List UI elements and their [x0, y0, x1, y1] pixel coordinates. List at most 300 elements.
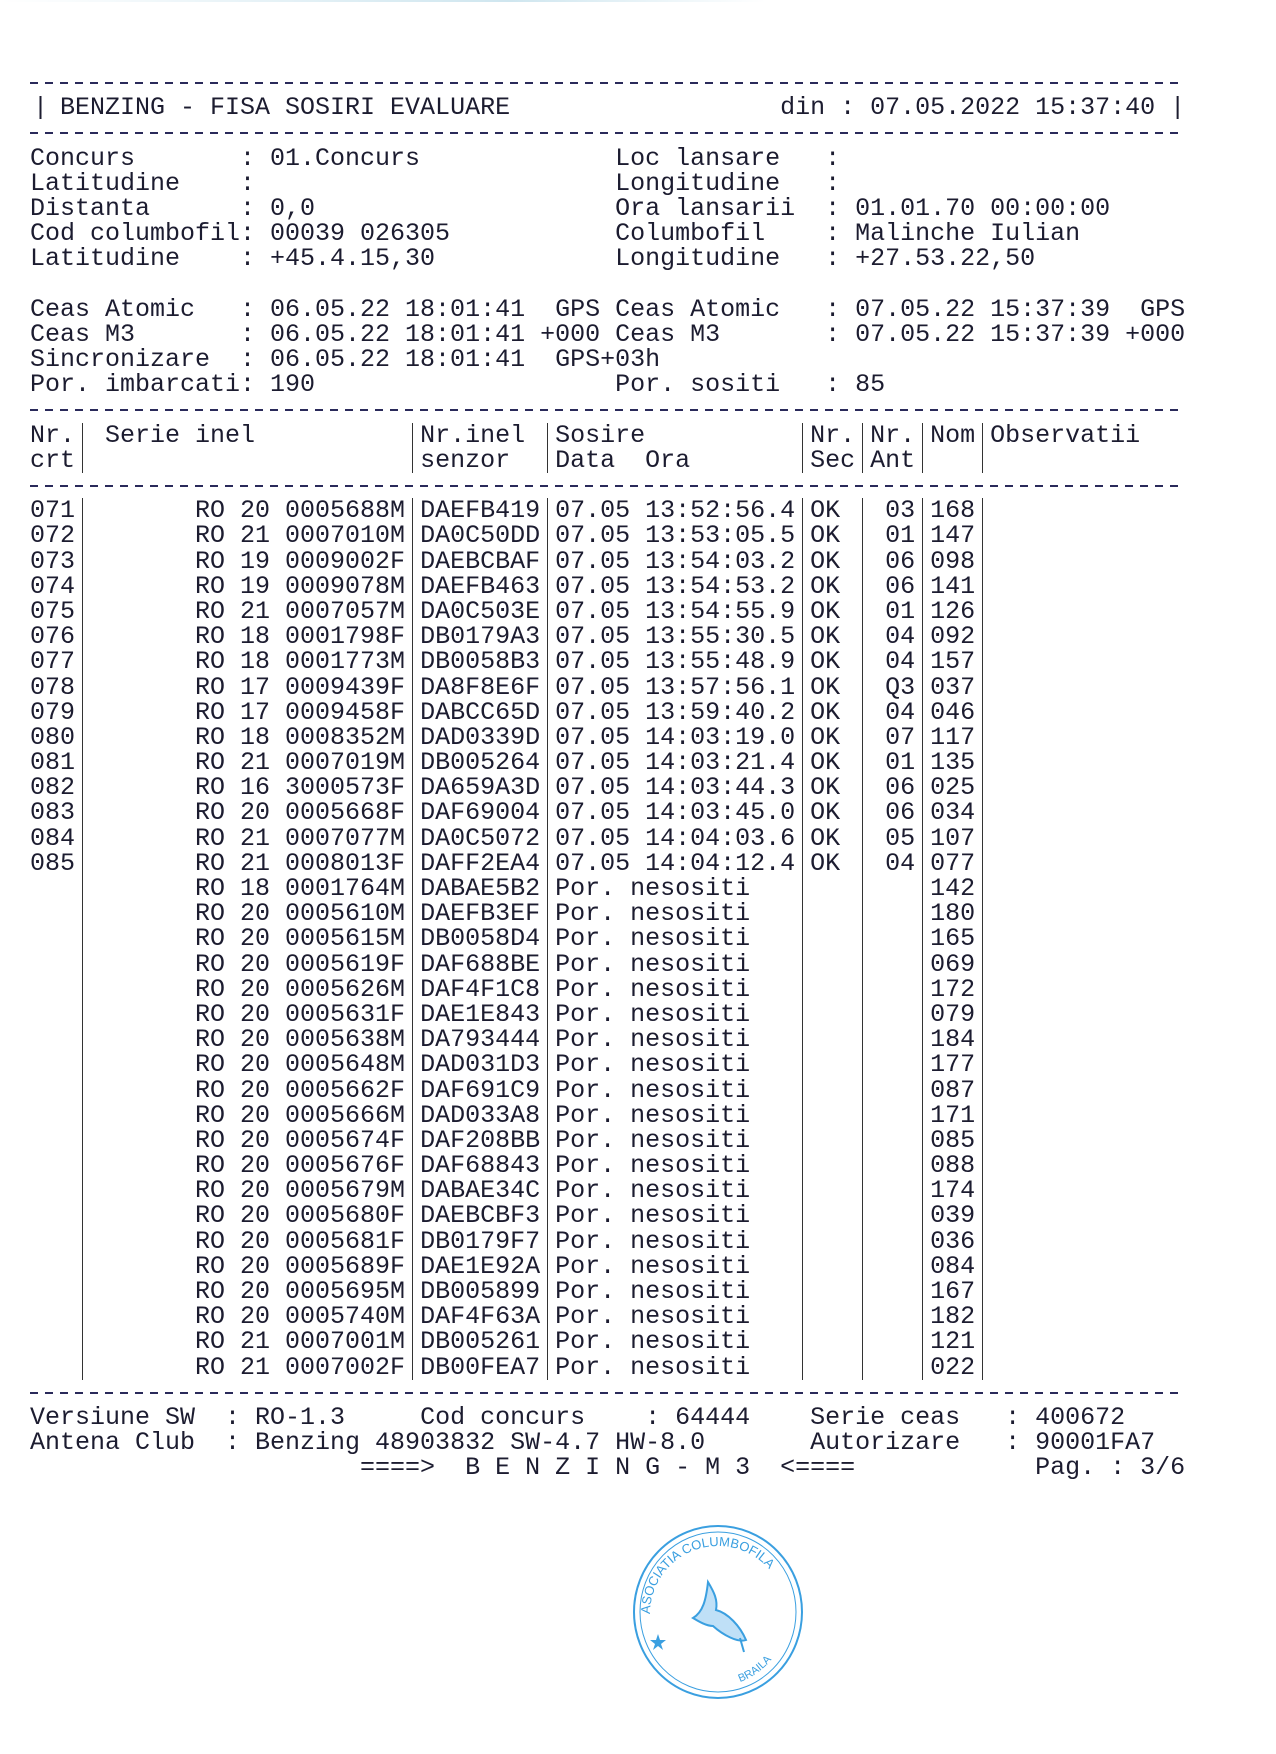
- colon: :: [240, 143, 256, 173]
- ring-series: RO 20 0005648M: [195, 1050, 406, 1080]
- ceas-atomic-suffix: GPS: [555, 294, 601, 324]
- arrival-row: [30, 571, 1200, 601]
- sensor-ring: DABAE5B2: [420, 874, 541, 903]
- sector-number: 06: [885, 546, 916, 576]
- ring-series: RO 16 3000573F: [195, 773, 406, 803]
- ceas-atomic-label: Ceas Atomic: [30, 294, 196, 324]
- arrival-time: 07.05 13:55:48.9: [555, 647, 796, 677]
- info-row: [30, 219, 1200, 249]
- sensor-ring: DB005264: [420, 748, 541, 778]
- ceas-m3-value: 06.05.22 18:01:41: [270, 319, 526, 349]
- ceas-atomic-value: 07.05.22 15:37:39: [855, 294, 1111, 324]
- footer-row: [30, 1428, 1200, 1458]
- antena-value: Benzing 48903832 SW-4.7 HW-8.0: [255, 1428, 706, 1458]
- sector-number: 04: [885, 848, 916, 878]
- header-sec-2: Sec: [810, 445, 856, 475]
- header-nr: Nr.: [30, 420, 76, 450]
- arrival-row: [30, 672, 1200, 702]
- nom-number: 079: [930, 999, 976, 1029]
- crt-number: 072: [30, 521, 76, 551]
- missing-row: [30, 1125, 1200, 1155]
- versiune-value: RO-1.3: [255, 1402, 346, 1432]
- ring-series: RO 20 0005688M: [195, 496, 406, 526]
- status-ok: OK: [810, 697, 841, 727]
- nom-number: 098: [930, 546, 976, 576]
- missing-row: [30, 1352, 1200, 1382]
- sensor-ring: DAF68843: [420, 1151, 541, 1181]
- ring-series: RO 20 0005662F: [195, 1075, 406, 1105]
- sector-number: 05: [885, 823, 916, 853]
- colon: :: [825, 143, 841, 173]
- status-ok: OK: [810, 571, 841, 601]
- colon: :: [1005, 1428, 1021, 1458]
- missing-row: [30, 1151, 1200, 1181]
- sositi-value: 85: [855, 370, 886, 400]
- sensor-ring: DAF4F1C8: [420, 974, 541, 1004]
- status-ok: OK: [810, 596, 841, 626]
- distanta-value: 0,0: [270, 193, 316, 223]
- column-rule: [547, 498, 549, 1380]
- association-stamp: [628, 1522, 808, 1702]
- nom-number: 039: [930, 1201, 976, 1231]
- nom-number: 034: [930, 798, 976, 828]
- crt-number: 073: [30, 546, 76, 576]
- status-ok: OK: [810, 521, 841, 551]
- cod-columbofil-value: 00039 026305: [270, 219, 451, 249]
- missing-row: [30, 1100, 1200, 1130]
- crt-number: 081: [30, 748, 76, 778]
- arrival-time: Por. nesositi: [555, 1100, 751, 1130]
- sensor-ring: DABAE34C: [420, 1176, 541, 1206]
- arrival-time: Por. nesositi: [555, 974, 751, 1004]
- info-row: [30, 193, 1200, 223]
- column-rule: [862, 423, 864, 473]
- colon: :: [1005, 1402, 1021, 1432]
- arrival-time: Por. nesositi: [555, 1277, 751, 1306]
- latitudine-value: +45.4.15,30: [270, 244, 436, 274]
- ring-series: RO 20 0005674F: [195, 1125, 406, 1155]
- arrival-time: Por. nesositi: [555, 1050, 751, 1080]
- arrival-time: Por. nesositi: [555, 874, 751, 903]
- status-ok: OK: [810, 496, 841, 526]
- frame-bar: |: [33, 93, 49, 123]
- ring-series: RO 17 0009458F: [195, 697, 406, 727]
- nom-number: 037: [930, 672, 976, 702]
- divider: [30, 473, 1200, 498]
- longitudine-value: +27.53.22,50: [855, 244, 1036, 274]
- colon: :: [240, 193, 256, 223]
- sector-number: 06: [885, 773, 916, 803]
- blank-line: [30, 272, 1200, 297]
- latitudine-label: Latitudine: [30, 168, 181, 198]
- ring-series: RO 18 0008352M: [195, 722, 406, 752]
- nom-number: 171: [930, 1100, 976, 1130]
- sensor-ring: DA0C50DD: [420, 521, 541, 551]
- ring-series: RO 20 0005610M: [195, 899, 406, 929]
- clock-row: [30, 345, 1200, 375]
- latitudine-label: Latitudine: [30, 244, 181, 274]
- sector-number: 01: [885, 596, 916, 626]
- ring-series: RO 21 0007010M: [195, 521, 406, 551]
- header-sosire: Sosire: [555, 420, 646, 450]
- ring-series: RO 20 0005626M: [195, 974, 406, 1004]
- missing-row: [30, 1226, 1200, 1256]
- nom-number: 084: [930, 1251, 976, 1281]
- arrival-time: Por. nesositi: [555, 1125, 751, 1155]
- arrival-time: Por. nesositi: [555, 1151, 751, 1181]
- missing-row: [30, 1050, 1200, 1080]
- missing-row: [30, 1075, 1200, 1105]
- nom-number: 087: [930, 1075, 976, 1105]
- arrow-right: <====: [780, 1453, 856, 1483]
- crt-number: 078: [30, 672, 76, 702]
- arrival-time: Por. nesositi: [555, 1302, 751, 1332]
- sector-number: Q3: [885, 672, 916, 702]
- arrival-time: Por. nesositi: [555, 999, 751, 1029]
- arrival-row: [30, 546, 1200, 576]
- column-rule: [922, 498, 924, 1380]
- crt-number: 084: [30, 823, 76, 853]
- ring-series: RO 18 0001764M: [195, 874, 406, 903]
- missing-row: [30, 949, 1200, 979]
- column-rule: [802, 423, 804, 473]
- ring-series: RO 21 0008013F: [195, 848, 406, 878]
- nom-number: 069: [930, 949, 976, 979]
- column-rule: [412, 423, 414, 473]
- ring-series: RO 21 0007002F: [195, 1352, 406, 1382]
- header-crt: crt: [30, 445, 76, 475]
- autorizare-label: Autorizare: [810, 1428, 961, 1458]
- arrival-time: 07.05 13:54:03.2: [555, 546, 796, 576]
- header-sec: Nr.: [810, 420, 856, 450]
- sositi-label: Por. sositi: [615, 370, 781, 400]
- autorizare-value: 90001FA7: [1035, 1428, 1156, 1458]
- missing-row: [30, 974, 1200, 1004]
- footer-row: [30, 1453, 1200, 1483]
- arrow-left: ====>: [360, 1453, 436, 1483]
- ring-series: RO 18 0001798F: [195, 622, 406, 652]
- star-icon: [650, 1634, 666, 1650]
- arrival-row: [30, 748, 1200, 778]
- status-ok: OK: [810, 722, 841, 752]
- colon: :: [225, 1402, 241, 1432]
- sensor-ring: DAF69004: [420, 798, 541, 828]
- sensor-ring: DB0058D4: [420, 924, 541, 954]
- ring-series: RO 20 0005695M: [195, 1277, 406, 1306]
- ring-series: RO 20 0005689F: [195, 1251, 406, 1281]
- nom-number: 172: [930, 974, 976, 1004]
- column-rule: [982, 498, 984, 1380]
- columbofil-value: Malinche Iulian: [855, 219, 1081, 249]
- status-ok: OK: [810, 622, 841, 652]
- sensor-ring: DAEFB463: [420, 571, 541, 601]
- arrival-row: [30, 596, 1200, 626]
- column-rule: [412, 498, 414, 1380]
- distanta-label: Distanta: [30, 193, 151, 223]
- loc-lansare-label: Loc lansare: [615, 143, 781, 173]
- longitudine-label: Longitudine: [615, 244, 781, 274]
- crt-number: 077: [30, 647, 76, 677]
- nom-number: 141: [930, 571, 976, 601]
- colon: :: [825, 244, 841, 274]
- ring-series: RO 21 0007077M: [195, 823, 406, 853]
- sensor-ring: DA8F8E6F: [420, 672, 541, 702]
- colon: :: [225, 1428, 241, 1458]
- arrival-time: 07.05 13:57:56.1: [555, 672, 796, 702]
- brand-banner: B E N Z I N G - M 3: [465, 1453, 751, 1483]
- column-rule: [982, 423, 984, 473]
- missing-row: [30, 1279, 1200, 1304]
- arrival-time: Por. nesositi: [555, 1201, 751, 1231]
- sincronizare-suffix: GPS+03h: [555, 345, 661, 375]
- din-label: din: [780, 93, 826, 123]
- ring-series: RO 20 0005615M: [195, 924, 406, 954]
- nom-number: 046: [930, 697, 976, 727]
- header-senzor-2: senzor: [420, 445, 511, 475]
- header-serie: Serie inel: [105, 420, 256, 450]
- nom-number: 142: [930, 874, 976, 903]
- sector-number: 06: [885, 571, 916, 601]
- status-ok: OK: [810, 773, 841, 803]
- colon: :: [240, 244, 256, 274]
- arrival-row: [30, 823, 1200, 853]
- arrival-row: [30, 773, 1200, 803]
- missing-row: [30, 876, 1200, 901]
- report-datetime: 07.05.2022 15:37:40: [870, 93, 1156, 123]
- nom-number: 184: [930, 1025, 976, 1055]
- header-data-ora: Data Ora: [555, 445, 691, 475]
- crt-number: 074: [30, 571, 76, 601]
- sector-number: 04: [885, 622, 916, 652]
- imbarcati-label: Por. imbarcati: [30, 370, 241, 400]
- sensor-ring: DA0C503E: [420, 596, 541, 626]
- sensor-ring: DABCC65D: [420, 697, 541, 727]
- divider: [30, 70, 1200, 95]
- arrival-time: 07.05 13:52:56.4: [555, 496, 796, 526]
- ring-series: RO 19 0009078M: [195, 571, 406, 601]
- sensor-ring: DA0C5072: [420, 823, 541, 853]
- ring-series: RO 20 0005679M: [195, 1176, 406, 1206]
- sincronizare-label: Sincronizare: [30, 345, 211, 375]
- sensor-ring: DAEBCBAF: [420, 546, 541, 576]
- nom-number: 121: [930, 1327, 976, 1357]
- sensor-ring: DA659A3D: [420, 773, 541, 803]
- ceas-m3-label: Ceas M3: [615, 319, 721, 349]
- status-ok: OK: [810, 848, 841, 878]
- status-ok: OK: [810, 647, 841, 677]
- sensor-ring: DAEFB419: [420, 496, 541, 526]
- serie-ceas-label: Serie ceas: [810, 1402, 961, 1432]
- column-rule: [862, 498, 864, 1380]
- sincronizare-value: 06.05.22 18:01:41: [270, 345, 526, 375]
- sensor-ring: DAF4F63A: [420, 1302, 541, 1332]
- ring-series: RO 21 0007001M: [195, 1327, 406, 1357]
- ring-series: RO 21 0007057M: [195, 596, 406, 626]
- column-rule: [547, 423, 549, 473]
- header-observatii: Observatii: [990, 420, 1141, 450]
- nom-number: 180: [930, 899, 976, 929]
- header-nom: Nom: [930, 420, 976, 450]
- colon: :: [825, 319, 841, 349]
- crt-number: 079: [30, 697, 76, 727]
- sensor-ring: DB005261: [420, 1327, 541, 1357]
- nom-number: 135: [930, 748, 976, 778]
- nom-number: 182: [930, 1302, 976, 1332]
- arrival-row: [30, 496, 1200, 526]
- arrival-time: 07.05 13:59:40.2: [555, 697, 796, 727]
- pigeon-icon: [693, 1582, 746, 1641]
- ceas-atomic-label: Ceas Atomic: [615, 294, 781, 324]
- sensor-ring: DA793444: [420, 1025, 541, 1055]
- crt-number: 080: [30, 722, 76, 752]
- clock-row: [30, 319, 1200, 349]
- arrival-time: Por. nesositi: [555, 1352, 751, 1382]
- nom-number: 174: [930, 1176, 976, 1206]
- report-title: BENZING - FISA SOSIRI EVALUARE: [60, 93, 511, 123]
- missing-row: [30, 899, 1200, 929]
- sensor-ring: DB00FEA7: [420, 1352, 541, 1382]
- ceas-atomic-value: 06.05.22 18:01:41: [270, 294, 526, 324]
- arrival-time: 07.05 13:55:30.5: [555, 622, 796, 652]
- nom-number: 117: [930, 722, 976, 752]
- sensor-ring: DB0058B3: [420, 647, 541, 677]
- divider: [30, 397, 1200, 422]
- sensor-ring: DAEBCBF3: [420, 1201, 541, 1231]
- arrival-row: [30, 647, 1200, 677]
- ring-series: RO 20 0005740M: [195, 1302, 406, 1332]
- nom-number: 085: [930, 1125, 976, 1155]
- sensor-ring: DAFF2EA4: [420, 848, 541, 878]
- colon: :: [825, 193, 841, 223]
- colon: :: [840, 93, 856, 123]
- sensor-ring: DAF688BE: [420, 949, 541, 979]
- ceas-m3-suffix: +000: [1125, 319, 1186, 349]
- nom-number: 025: [930, 773, 976, 803]
- colon: :: [240, 370, 256, 400]
- colon: :: [240, 294, 256, 324]
- sensor-ring: DAF691C9: [420, 1075, 541, 1105]
- frame-bar: |: [1170, 93, 1186, 123]
- colon: :: [825, 294, 841, 324]
- arrival-row: [30, 848, 1200, 878]
- header-ant-2: Ant: [870, 445, 916, 475]
- cod-columbofil-label: Cod columbofil: [30, 219, 241, 249]
- ora-lansarii-value: 01.01.70 00:00:00: [855, 193, 1111, 223]
- crt-number: 083: [30, 798, 76, 828]
- missing-row: [30, 1302, 1200, 1332]
- nom-number: 022: [930, 1352, 976, 1382]
- arrival-time: 07.05 14:03:45.0: [555, 798, 796, 828]
- sensor-ring: DB0179A3: [420, 622, 541, 652]
- ring-series: RO 19 0009002F: [195, 546, 406, 576]
- colon: :: [645, 1402, 661, 1432]
- stamp-text-bottom: BRAILA: [736, 1653, 774, 1685]
- header-ant: Nr.: [870, 420, 916, 450]
- table-header-row: [30, 445, 1200, 475]
- sensor-ring: DAD0339D: [420, 722, 541, 752]
- column-rule: [922, 423, 924, 473]
- ring-series: RO 21 0007019M: [195, 748, 406, 778]
- colon: :: [825, 370, 841, 400]
- info-row: [30, 244, 1200, 274]
- info-row: [30, 143, 1200, 173]
- column-rule: [82, 498, 84, 1380]
- arrival-row: [30, 622, 1200, 652]
- status-ok: OK: [810, 546, 841, 576]
- colon: :: [1110, 1453, 1126, 1483]
- ring-series: RO 20 0005676F: [195, 1151, 406, 1181]
- header-senzor: Nr.inel: [420, 420, 526, 450]
- missing-row: [30, 999, 1200, 1029]
- divider: [30, 1380, 1200, 1405]
- crt-number: 082: [30, 773, 76, 803]
- crt-number: 085: [30, 848, 76, 878]
- sensor-ring: DAE1E92A: [420, 1251, 541, 1281]
- nom-number: 168: [930, 496, 976, 526]
- missing-row: [30, 924, 1200, 954]
- column-rule: [802, 498, 804, 1380]
- page-number: 3/6: [1140, 1453, 1186, 1483]
- crt-number: 075: [30, 596, 76, 626]
- sensor-ring: DAF208BB: [420, 1125, 541, 1155]
- sensor-ring: DB0179F7: [420, 1226, 541, 1256]
- colon: :: [825, 219, 841, 249]
- ceas-m3-label: Ceas M3: [30, 319, 136, 349]
- status-ok: OK: [810, 748, 841, 778]
- arrival-time: 07.05 14:04:12.4: [555, 848, 796, 878]
- nom-number: 147: [930, 521, 976, 551]
- missing-row: [30, 1176, 1200, 1206]
- status-ok: OK: [810, 672, 841, 702]
- table-header-row: [30, 420, 1200, 450]
- column-rule: [82, 423, 84, 473]
- arrival-time: 07.05 13:54:55.9: [555, 596, 796, 626]
- clock-row: [30, 294, 1200, 324]
- ring-series: RO 20 0005631F: [195, 999, 406, 1029]
- concurs-value: 01.Concurs: [270, 143, 421, 173]
- antena-label: Antena Club: [30, 1428, 196, 1458]
- arrival-time: 07.05 13:53:05.5: [555, 521, 796, 551]
- info-row: [30, 168, 1200, 198]
- colon: :: [240, 168, 256, 198]
- page-label: Pag.: [1035, 1453, 1096, 1483]
- footer-row: [30, 1402, 1200, 1432]
- serie-ceas-value: 400672: [1035, 1402, 1126, 1432]
- ring-series: RO 20 0005619F: [195, 949, 406, 979]
- nom-number: 165: [930, 924, 976, 954]
- sector-number: 01: [885, 521, 916, 551]
- status-ok: OK: [810, 823, 841, 853]
- nom-number: 167: [930, 1277, 976, 1306]
- ring-series: RO 18 0001773M: [195, 647, 406, 677]
- cod-concurs-value: 64444: [675, 1402, 751, 1432]
- ceas-m3-value: 07.05.22 15:37:39: [855, 319, 1111, 349]
- arrival-row: [30, 521, 1200, 551]
- nom-number: 077: [930, 848, 976, 878]
- sensor-ring: DAD031D3: [420, 1050, 541, 1080]
- ring-series: RO 20 0005666M: [195, 1100, 406, 1130]
- arrival-time: Por. nesositi: [555, 1226, 751, 1256]
- colon: :: [240, 345, 256, 375]
- nom-number: 036: [930, 1226, 976, 1256]
- ring-series: RO 17 0009439F: [195, 672, 406, 702]
- arrival-time: 07.05 14:04:03.6: [555, 823, 796, 853]
- stamp-text-top: ASOCIATIA COLUMBOFILA: [637, 1533, 778, 1615]
- arrival-time: Por. nesositi: [555, 899, 751, 929]
- arrival-time: Por. nesositi: [555, 1251, 751, 1281]
- ring-series: RO 20 0005680F: [195, 1201, 406, 1231]
- sensor-ring: DB005899: [420, 1277, 541, 1306]
